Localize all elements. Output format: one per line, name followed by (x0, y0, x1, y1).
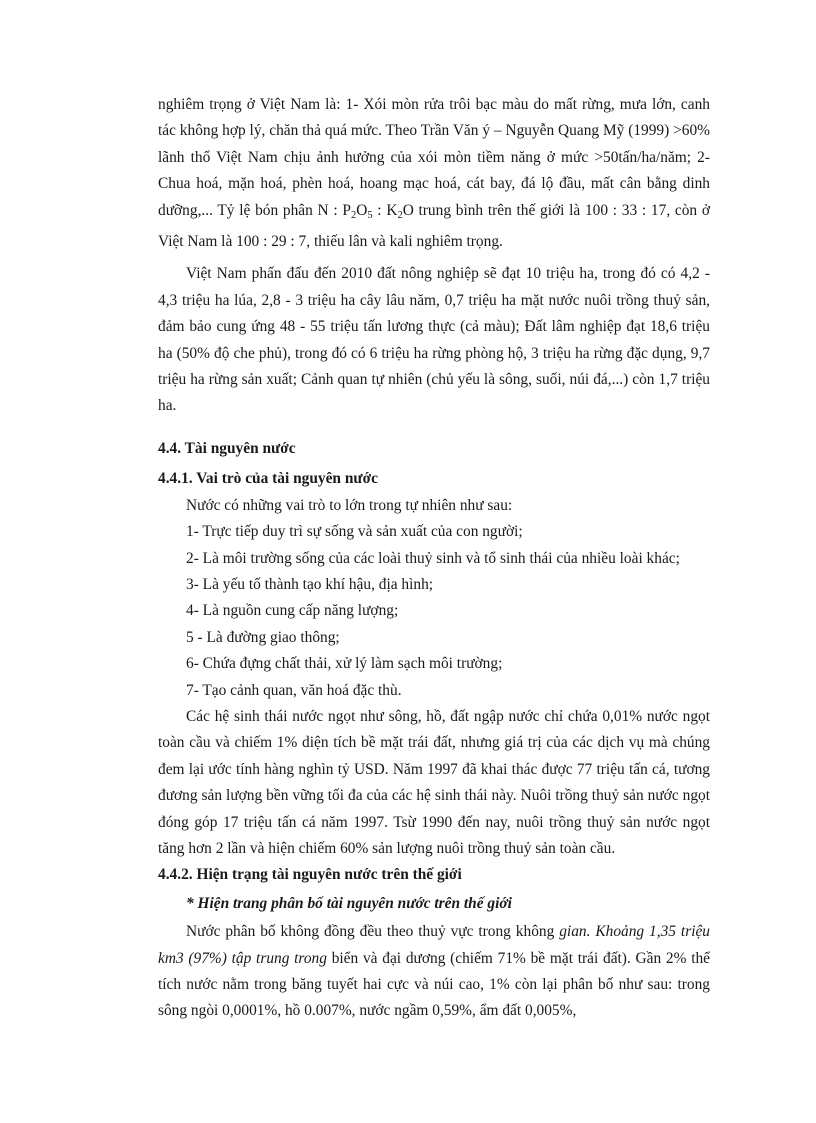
list-item: 4- Là nguồn cung cấp năng lượng; (186, 602, 399, 620)
list-item: 6- Chứa đựng chất thải, xử lý làm sạch môi trường; (186, 655, 503, 673)
subheading-distribution: * Hiện trang phân bố tài nguyên nước trên thế giới (186, 894, 512, 912)
paragraph-soil-degradation: nghiêm trọng ở Việt Nam là: 1- Xói mòn rửa trôi bạc màu do mất rừng, mưa lớn, canh tác không hợp lý, chăn thả quá mức. Theo Trần Văn ý – Nguyễn Quang Mỹ (1999) >60% lãnh thổ Việt Nam chịu ảnh hưởng của xói mòn tiềm năng ở mức >50tấn/ha/năm; 2- Chua hoá, mặn hoá, phèn hoá, hoang mạc hoá, cát bay, đá lộ đầu, mất cân bằng dinh dưỡng,... Tỷ lệ bón phân N : $P_2O_5$ : $K_2O$ trung bình trên thế giới là 100 : 33 : 17, còn ở Việt Nam là 100 : 29 : 7, thiếu lân và kali nghiêm trọng. (158, 96, 710, 251)
section-heading-4-4: 4.4. Tài nguyên nước (158, 439, 296, 457)
list-item: 7- Tạo cảnh quan, văn hoá đặc thù. (186, 681, 402, 699)
section-heading-4-4-2: 4.4.2. Hiện trạng tài nguyên nước trên thế giới (158, 866, 462, 884)
list-item: 3- Là yếu tố thành tạo khí hậu, địa hình; (186, 575, 434, 593)
list-item: 5 - Là đường giao thông; (186, 628, 340, 646)
paragraph-water-distribution: Nước phân bố không đồng đều theo thuỷ vực trong không gian. Khoảng 1,35 triệu km3 (97%) tập trung trong biển và đại dương (chiếm 71% bề mặt trái đất). Gần 2% thể tích nước nằm trong băng tuyết hai cực và núi cao, 1% còn lại phân bố như sau: trong sông ngòi 0,0001%, hồ 0.007%, nước ngầm 0,59%, ẩm đất 0,005%, (158, 923, 711, 1020)
document-page (158, 92, 710, 1025)
list-item: 2- Là môi trường sống của các loài thuỷ sinh và tổ sinh thái của nhiều loài khác; (186, 549, 680, 567)
subscript: 2 (350, 209, 357, 221)
subscript: 2 (397, 209, 403, 221)
subscript: 5 (367, 209, 373, 221)
list-item: 1- Trực tiếp duy trì sự sống và sản xuất của con người; (186, 523, 523, 541)
paragraph-freshwater-ecosystems: Các hệ sinh thái nước ngọt như sông, hồ, đất ngập nước chỉ chứa 0,01% nước ngọt toàn cầu và chiếm 1% diện tích bề mặt trái đất, nhưng giá trị của các dịch vụ mà chúng đem lại ước tính hàng nghìn tỷ USD. Năm 1997 đã khai thác được 77 triệu tấn cá, tương đương sản lượng bền vững tối đa của các hệ sinh thái này. Nuôi trồng thuỷ sản nước ngọt đóng góp 17 triệu tấn cá năm 1997. Tsừ 1990 đến nay, nuôi trồng thuỷ sản nước ngọt tăng hơn 2 lần và hiện chiếm 60% sản lượng nuôi trồng thuỷ sản toàn cầu. (158, 707, 710, 857)
paragraph-land-targets: Việt Nam phấn đấu đến 2010 đất nông nghiệp sẽ đạt 10 triệu ha, trong đó có 4,2 - 4,3 triệu ha lúa, 2,8 - 3 triệu ha cây lâu năm, 0,7 triệu ha mặt nước nuôi trồng thuỷ sản, đảm bảo cung ứng 48 - 55 triệu tấn lương thực (cả màu); Đất lâm nghiệp đạt 18,6 triệu ha (50% độ che phủ), trong đó có 6 triệu ha rừng phòng hộ, 3 triệu ha rừng đặc dụng, 9,7 triệu ha rừng sản xuất; Cảnh quan tự nhiên (chủ yếu là sông, suối, núi đá,...) còn 1,7 triệu ha. (158, 265, 710, 415)
section-heading-4-4-1: 4.4.1. Vai trò của tài nguyên nước (158, 470, 378, 488)
paragraph-roles-intro: Nước có những vai trò to lớn trong tự nhiên như sau: (186, 496, 513, 514)
roles-list (158, 519, 710, 704)
